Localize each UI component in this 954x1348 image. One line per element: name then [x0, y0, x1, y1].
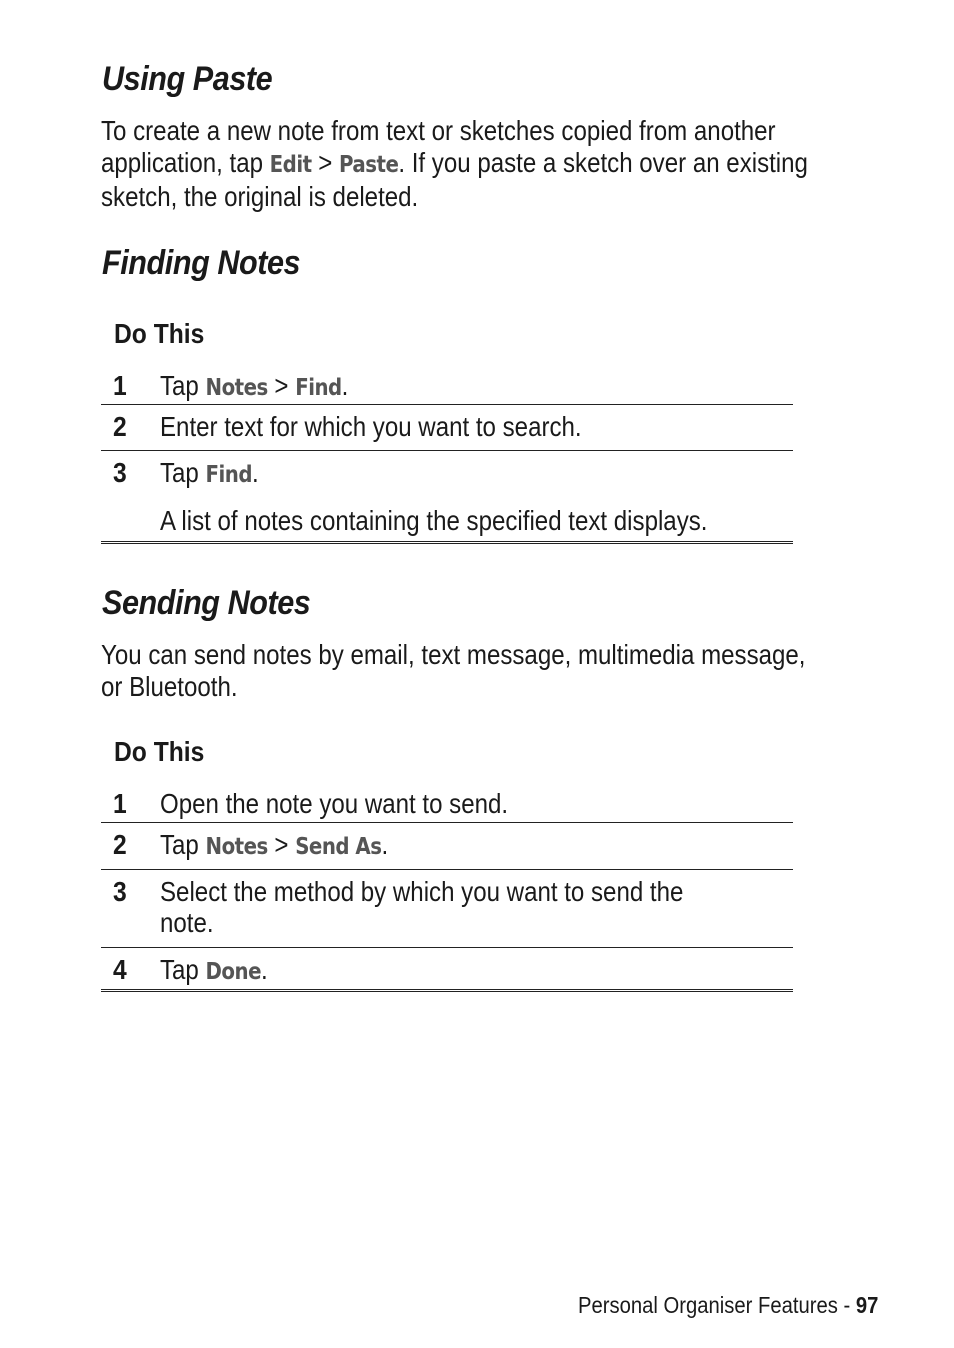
ui-label-find: Find: [295, 375, 342, 401]
step-number: 1: [113, 370, 127, 401]
table-row: [101, 823, 793, 870]
step-number: 3: [113, 457, 127, 488]
text-run: >: [267, 370, 296, 401]
text-run: >: [267, 829, 296, 860]
step-number: 2: [113, 829, 127, 860]
para-line: You can send notes by email, text message, multimedia message,: [101, 639, 806, 670]
table-header-label: Do This: [114, 318, 205, 349]
para-line: or Bluetooth.: [101, 671, 238, 702]
table-end-double-rule: [101, 989, 793, 992]
table-header: [101, 736, 793, 782]
para-line: sketch, the original is deleted.: [101, 181, 419, 212]
text-run: Tap: [160, 954, 206, 985]
table-row: [101, 405, 793, 451]
step-text-line: note.: [160, 907, 214, 938]
table-row: [101, 364, 793, 405]
text-run: . If you paste a sketch over an existing: [398, 147, 808, 178]
page-footer: [578, 1292, 878, 1319]
ui-label-paste: Paste: [338, 152, 399, 178]
step-result-note: A list of notes containing the specified text displays.: [160, 505, 708, 536]
text-run: .: [381, 829, 389, 860]
table-header: [101, 318, 793, 364]
step-number: 1: [113, 788, 127, 819]
table-end-double-rule: [101, 541, 793, 544]
step-text: [160, 370, 348, 404]
table-header-label: Do This: [114, 736, 205, 767]
ui-label-send-as: Send As: [295, 834, 382, 860]
step-number: 4: [113, 954, 127, 985]
text-run: Tap: [160, 370, 206, 401]
step-number: 3: [113, 876, 127, 907]
ui-label-notes: Notes: [205, 375, 268, 401]
page-number: 97: [855, 1292, 878, 1318]
step-text-line: Select the method by which you want to send the: [160, 876, 684, 907]
finding-notes-table: [101, 318, 793, 543]
step-text: Open the note you want to send.: [160, 788, 509, 819]
text-run: Tap: [160, 457, 206, 488]
para-line: [101, 147, 823, 181]
heading-using-paste: Using Paste: [102, 60, 273, 98]
using-paste-paragraph: [101, 115, 823, 213]
heading-sending-notes: Sending Notes: [102, 584, 311, 622]
sending-notes-paragraph: [101, 639, 823, 703]
text-run: application, tap: [101, 147, 270, 178]
table-row: [101, 870, 793, 948]
step-text: [160, 954, 268, 988]
text-run: .: [252, 457, 259, 488]
sending-notes-table: [101, 736, 793, 990]
step-text: [160, 829, 388, 863]
ui-label-notes: Notes: [205, 834, 268, 860]
ui-label-done: Done: [205, 959, 261, 985]
text-run: >: [311, 147, 339, 178]
footer-section-title: Personal Organiser Features -: [577, 1292, 856, 1318]
heading-finding-notes: Finding Notes: [102, 244, 301, 282]
text-run: .: [341, 370, 349, 401]
text-run: .: [260, 954, 268, 985]
step-text: [160, 876, 683, 938]
para-line: To create a new note from text or sketches copied from another: [101, 115, 776, 146]
table-row: [101, 782, 793, 823]
table-row: [101, 451, 793, 543]
step-text: [160, 457, 259, 491]
step-number: 2: [113, 411, 127, 442]
text-run: Tap: [160, 829, 206, 860]
step-text: Enter text for which you want to search.: [160, 411, 582, 442]
ui-label-edit: Edit: [269, 152, 312, 178]
table-row: [101, 948, 793, 990]
ui-label-find: Find: [205, 462, 253, 488]
